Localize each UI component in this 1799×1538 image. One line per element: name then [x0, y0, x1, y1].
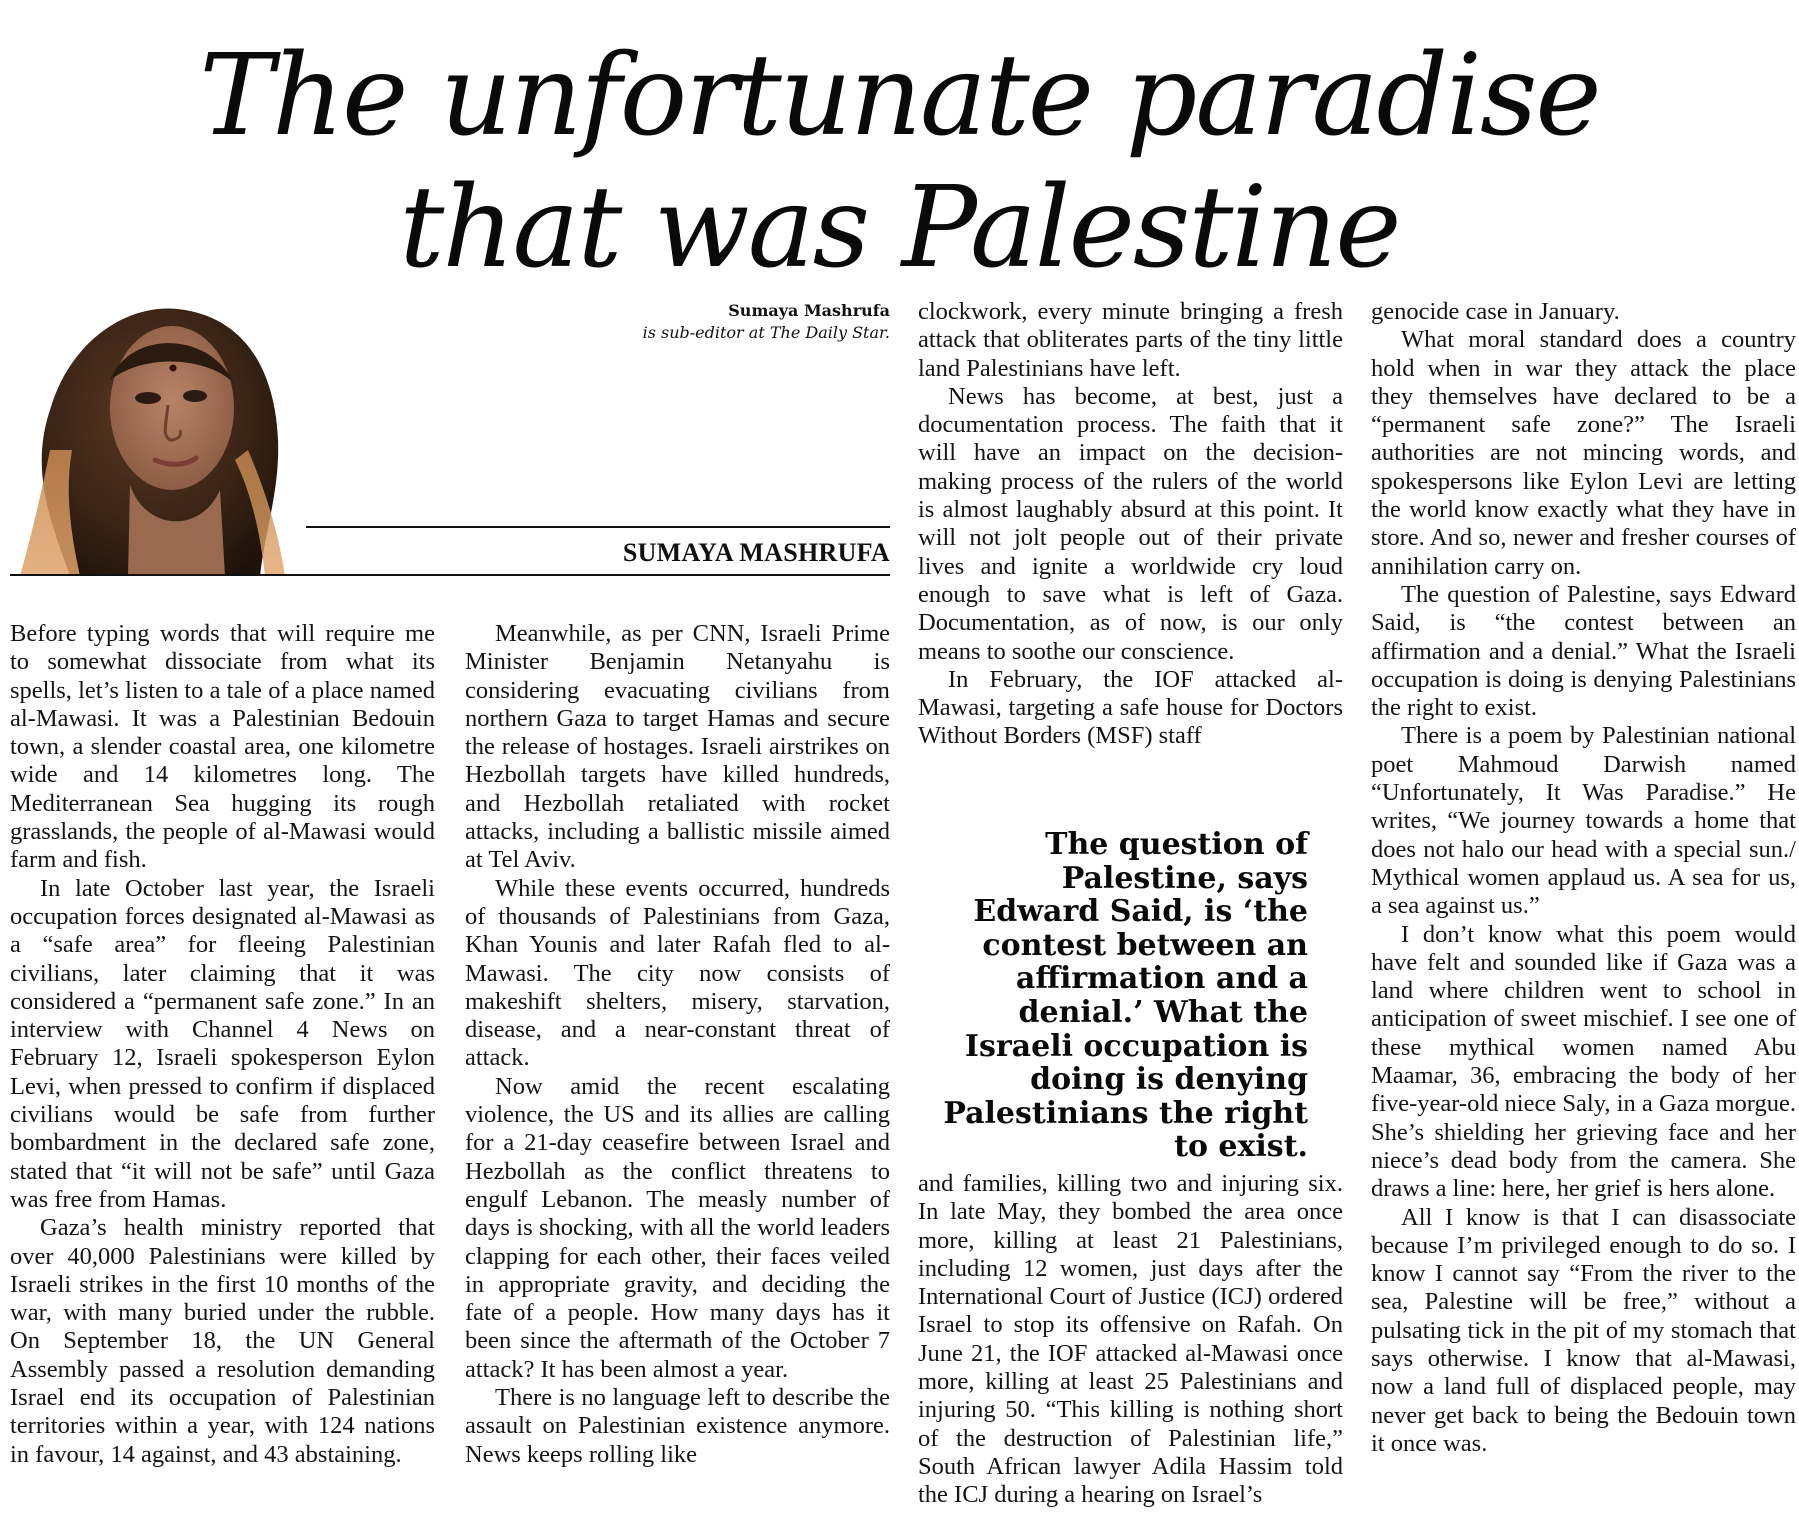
paragraph: Before typing words that will require me to somewhat dissociate from what its spells, let’s listen to a tale of a place named al-Mawasi. It was a Palestinian Bedouin town, a slender coastal area, one kilometre wide and 14 kilometres long. The Mediterranean Sea hugging its rough grasslands, the people of al-Mawasi would farm and fish. [10, 620, 435, 874]
headline-line-1: The unfortunate paradise [199, 31, 1600, 161]
byline [320, 300, 890, 344]
paragraph: Meanwhile, as per CNN, Israeli Prime Minister Benjamin Netanyahu is considering evacuating civilians from northern Gaza to target Hamas and secure the release of hostages. Israeli airstrikes on Hezbollah targets have killed hundreds, and Hezbollah retaliated with rocket attacks, including a ballistic missile aimed at Tel Aviv. [465, 620, 890, 874]
author-rule [306, 526, 890, 528]
paragraph: I don’t know what this poem would have felt and sounded like if Gaza was a land where children went to school in anticipation of sweet mischief. I see one of these mythical women named Abu Maamar, 36, embracing the body of her five-year-old niece Saly, in a Gaza morgue. She’s shielding her grieving face and her niece’s dead body from the camera. She draws a line: here, her grief is hers alone. [1371, 920, 1796, 1203]
paragraph: genocide case in January. [1371, 298, 1620, 325]
body-column-3-bottom [918, 1170, 1343, 1510]
byline-name: Sumaya Mashrufa [728, 301, 890, 320]
body-column-2 [465, 620, 890, 1469]
author-name: SUMAYA MASHRUFA [622, 538, 890, 567]
paragraph: What moral standard does a country hold when in war they attack the place they themselves have declared to be a “permanent safe zone?” The Israeli authorities are not mincing words, and spokespersons like Eylon Levi are letting the world know exactly what they have in store. And so, newer and fresher courses of annihilation carry on. [1371, 326, 1796, 580]
header-bottom-rule [10, 574, 890, 576]
paragraph: While these events occurred, hundreds of thousands of Palestinians from Gaza, Khan Younis and later Rafah fled to al-Mawasi. The city now consists of makeshift shelters, misery, starvation, disease, and a near-constant threat of attack. [465, 874, 890, 1072]
byline-role: is sub-editor at The Daily Star. [642, 323, 890, 342]
paragraph: All I know is that I can disassociate because I’m privileged enough to do so. I know I cannot say “From the river to the sea, Palestine will be free,” without a pulsating tick in the pit of my stomach that says otherwise. I know that al-Mawasi, now a land full of displaced people, may never get back to being the Bedouin town it once was. [1371, 1203, 1796, 1457]
body-column-4 [1371, 298, 1796, 1458]
paragraph: clockwork, every minute bringing a fresh attack that obliterates parts of the tiny little land Palestinians have left. [918, 298, 1343, 382]
headline [0, 30, 1799, 294]
paragraph: In February, the IOF attacked al-Mawasi, targeting a safe house for Doctors Without Borders (MSF) staff [918, 665, 1343, 750]
headline-line-2: that was Palestine [399, 163, 1400, 293]
paragraph: Gaza’s health ministry reported that over 40,000 Palestinians were killed by Israeli strikes in the first 10 months of the war, with many buried under the rubble. On September 18, the UN General Assembly passed a resolution demanding Israel end its occupation of Palestinian territories within a year, with 124 nations in favour, 14 against, and 43 abstaining. [10, 1214, 435, 1468]
paragraph: There is no language left to describe the assault on Palestinian existence anymore. News keeps rolling like [465, 1384, 890, 1468]
paragraph: In late October last year, the Israeli occupation forces designated al-Mawasi as a “safe area” for fleeing Palestinian civilians, later claiming that it was considered a “permanent safe zone.” In an interview with Channel 4 News on February 12, Israeli spokesperson Eylon Levi, when pressed to confirm if displaced civilians would be safe from further bombardment in the declared safe zone, stated that “it will not be safe” until Gaza was free from Hamas. [10, 874, 435, 1213]
author-portrait [10, 290, 310, 576]
paragraph: News has become, at best, just a documentation process. The faith that it will have an impact on the decision-making process of the rulers of the world is almost laughably absurd at this point. It will not jolt people out of their private lives and ignite a worldwide cry loud enough to save what is left of Gaza. Documentation, as of now, is our only means to soothe our conscience. [918, 382, 1343, 665]
pull-quote: The question of Palestine, says Edward Said, is ‘the contest between an affirmation and a denial.’ What the Israeli occupation is doing is denying Palestinians the right to exist. [943, 827, 1308, 1165]
paragraph: The question of Palestine, says Edward Said, is “the contest between an affirmation and a denial.” What the Israeli occupation is doing is denying Palestinians the right to exist. [1371, 580, 1796, 722]
paragraph: Now amid the recent escalating violence, the US and its allies are calling for a 21-day ceasefire between Israel and Hezbollah as the conflict threatens to engulf Lebanon. The measly number of days is shocking, with all the world leaders clapping for each other, their faces veiled in appropriate gravity, and deciding the fate of a people. How many days has it been since the aftermath of the October 7 attack? It has been almost a year. [465, 1072, 890, 1383]
body-column-1 [10, 620, 435, 1469]
body-column-3-top [918, 298, 1343, 751]
paragraph: and families, killing two and injuring six. In late May, they bombed the area once more, killing at least 21 Palestinians, including 12 women, just days after the International Court of Justice (ICJ) ordered Israel to stop its offensive on Rafah. On June 21, the IOF attacked al-Mawasi once more, killing at least 25 Palestinians and injuring 50. “This killing is nothing short of the destruction of Palestinian life,” South African lawyer Adila Hassim told the ICJ during a hearing on Israel’s [918, 1170, 1343, 1509]
paragraph: There is a poem by Palestinian national poet Mahmoud Darwish named “Unfortunately, It Was Paradise.” He writes, “We journey towards a home that does not halo our head with a special sun./ Mythical women applaud us. A sea for us, a sea against us.” [1371, 722, 1796, 920]
